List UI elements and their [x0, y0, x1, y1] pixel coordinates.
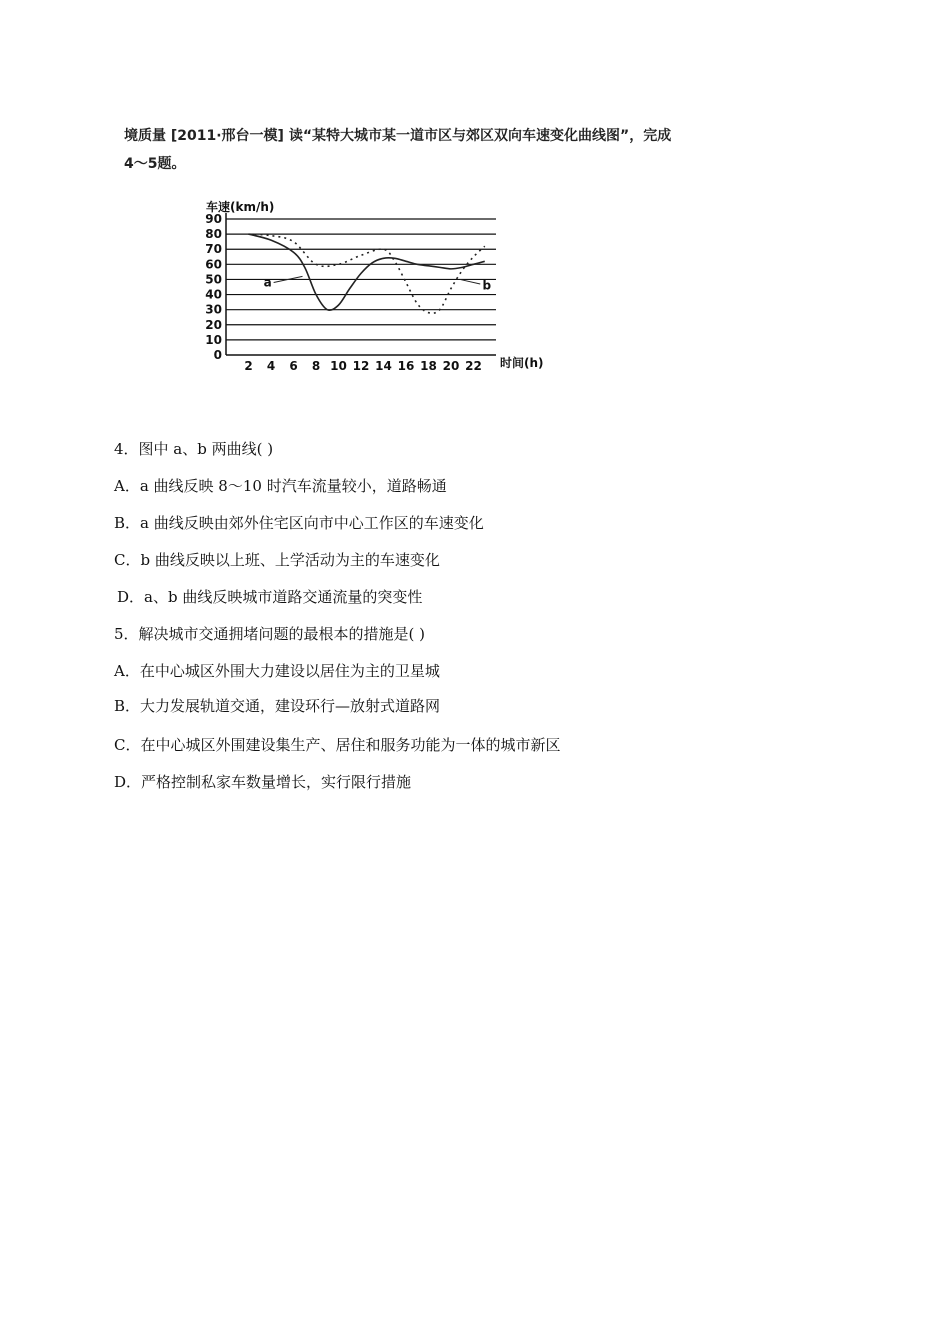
x-tick-label: 10 [330, 359, 347, 373]
y-tick-label: 60 [205, 257, 222, 272]
y-tick-label: 30 [205, 302, 222, 317]
x-tick-label: 20 [442, 359, 460, 373]
question-5-option-c: C．在中心城区外围建设集生产、居住和服务功能为一体的城市新区 [114, 736, 561, 754]
question-4-option-a: A．a 曲线反映 8～10 时汽车流量较小，道路畅通 [114, 477, 447, 495]
y-tick-label: 50 [205, 272, 222, 287]
speed-line-chart [196, 195, 561, 375]
question-5-option-b: B．大力发展轨道交通，建设环行—放射式道路网 [114, 697, 441, 715]
series-b-label: b [482, 278, 492, 293]
y-tick-label: 20 [205, 317, 222, 332]
x-tick-label: 18 [420, 359, 437, 373]
question-5-option-a: A．在中心城区外围大力建设以居住为主的卫星城 [114, 662, 440, 680]
x-tick-label: 2 [244, 359, 253, 373]
y-tick-labels [205, 212, 222, 362]
question-4-option-d: D．a、b 曲线反映城市道路交通流量的突变性 [117, 588, 423, 606]
x-axis-label: 时间(h) [500, 356, 544, 370]
y-tick-label: 10 [205, 332, 222, 347]
x-tick-label: 22 [465, 359, 482, 373]
y-tick-label: 0 [213, 348, 222, 362]
intro-line-1: 境质量 [2011·邢台一模] 读“某特大城市某一道市区与郊区双向车速变化曲线图”，完成 [124, 128, 672, 144]
x-tick-label: 4 [266, 359, 276, 373]
intro-line-2: 4～5题。 [124, 156, 186, 172]
y-tick-label: 80 [205, 227, 222, 242]
y-tick-label: 90 [205, 212, 222, 226]
x-tick-labels [244, 359, 482, 373]
x-tick-label: 6 [289, 359, 298, 373]
y-axis-label: 车速(km/h) [206, 200, 275, 214]
x-tick-label: 12 [352, 359, 370, 373]
series-a-label: a [263, 275, 272, 290]
y-tick-label: 40 [205, 287, 222, 302]
chart-series [249, 234, 485, 313]
x-tick-label: 8 [311, 359, 321, 373]
series-b-leader [460, 279, 480, 284]
question-5-option-d: D．严格控制私家车数量增长，实行限行措施 [114, 773, 412, 791]
question-4-option-c: C．b 曲线反映以上班、上学活动为主的车速变化 [114, 551, 440, 569]
question-4: 4．图中 a、b 两曲线( ) [114, 440, 274, 458]
x-tick-label: 16 [397, 359, 415, 373]
intro-paragraph [124, 122, 744, 178]
x-tick-label: 14 [375, 359, 392, 373]
question-5: 5．解决城市交通拥堵问题的最根本的措施是( ) [114, 625, 426, 643]
question-4-option-b: B．a 曲线反映由郊外住宅区向市中心工作区的车速变化 [114, 514, 484, 532]
series-a-line [249, 234, 485, 310]
y-tick-label: 70 [205, 242, 222, 257]
